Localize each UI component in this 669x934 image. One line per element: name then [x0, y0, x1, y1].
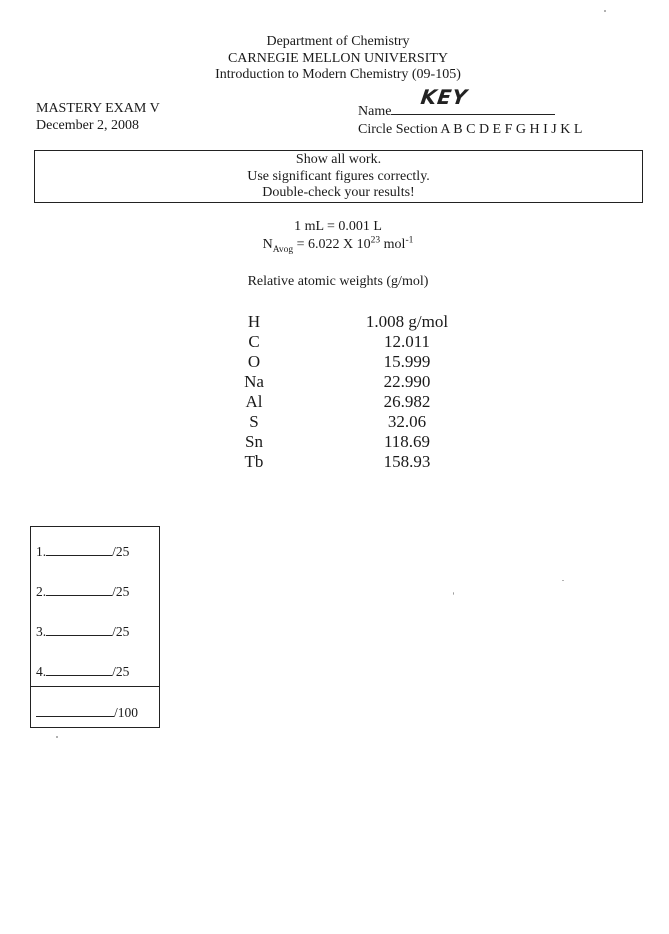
score-blank[interactable]: [46, 594, 112, 596]
atomic-weight: 118.69: [383, 432, 431, 451]
avogadro-subscript: Avog: [272, 244, 294, 255]
avogadro-value: = 6.022 X 10: [293, 237, 371, 252]
instructions-box: [34, 150, 643, 203]
atomic-weight: 32.06: [387, 412, 427, 431]
table-row: [230, 312, 536, 332]
scan-speck: [604, 10, 606, 12]
question-max: /25: [112, 624, 130, 639]
scan-speck: [453, 592, 454, 595]
atomic-weight: 158.93: [383, 452, 431, 471]
constants-block: [0, 218, 669, 254]
total-row: [36, 705, 138, 721]
element-symbol: O: [247, 352, 261, 371]
score-row: [36, 584, 129, 600]
score-row: [36, 624, 129, 640]
atomic-weight: 15.999: [383, 352, 431, 371]
table-row: [230, 332, 536, 352]
exam-info: [36, 100, 160, 134]
weights-title: Relative atomic weights (g/mol): [247, 274, 429, 289]
student-info: [358, 85, 583, 139]
element-symbol: S: [249, 412, 259, 431]
table-row: [230, 432, 536, 452]
avogadro-constant: [0, 236, 669, 254]
atomic-weight: 22.990: [383, 372, 431, 391]
table-row: [230, 452, 536, 472]
element-symbol: Al: [245, 392, 263, 411]
question-max: /25: [112, 664, 130, 679]
table-row: [230, 392, 536, 412]
exam-title: MASTERY EXAM V: [36, 101, 160, 116]
scan-speck: [56, 736, 58, 738]
instruction-line: Show all work.: [295, 152, 382, 167]
element-symbol: C: [248, 332, 260, 351]
instruction-line: Double-check your results!: [262, 185, 415, 200]
element-symbol: H: [247, 312, 261, 331]
element-symbol: Na: [244, 372, 264, 391]
avogadro-exponent: 23: [370, 235, 381, 246]
avogadro-symbol: N: [262, 237, 273, 252]
table-row: [230, 372, 536, 392]
atomic-weight: 26.982: [383, 392, 431, 411]
score-blank[interactable]: [46, 634, 112, 636]
section-selector[interactable]: Circle Section A B C D E F G H I J K L: [358, 122, 583, 137]
name-field[interactable]: [391, 85, 555, 115]
question-number: 4.: [36, 664, 47, 679]
table-row: [230, 352, 536, 372]
department-title: Department of Chemistry: [266, 34, 410, 49]
question-number: 2.: [36, 584, 47, 599]
element-symbol: Sn: [245, 432, 263, 451]
element-symbol: Tb: [244, 452, 264, 471]
score-row: [36, 664, 129, 680]
name-label: Name: [358, 104, 392, 119]
avogadro-unit-exponent: -1: [405, 235, 414, 246]
avogadro-unit: mol: [380, 237, 406, 252]
table-row: [230, 412, 536, 432]
atomic-weight: 12.011: [383, 332, 431, 351]
question-max: /25: [112, 584, 130, 599]
question-number: 1.: [36, 544, 47, 559]
total-max: /100: [114, 705, 139, 720]
ml-conversion: 1 mL = 0.001 L: [294, 219, 382, 234]
scan-speck: [562, 580, 564, 581]
question-number: 3.: [36, 624, 47, 639]
atomic-weight: 1.008 g/mol: [365, 312, 449, 331]
instruction-line: Use significant figures correctly.: [247, 168, 430, 184]
score-blank[interactable]: [46, 674, 112, 676]
question-max: /25: [112, 544, 130, 559]
total-divider: [31, 686, 159, 687]
atomic-weights-table: [230, 312, 536, 472]
name-row: [358, 85, 582, 121]
university-title: CARNEGIE MELLON UNIVERSITY: [227, 50, 449, 66]
score-box: [30, 526, 160, 728]
score-blank[interactable]: [46, 554, 112, 556]
course-title: Introduction to Modern Chemistry (09-105): [215, 67, 461, 82]
total-blank[interactable]: [36, 715, 114, 717]
score-row: [36, 544, 129, 560]
name-signature: KEY: [419, 85, 470, 109]
page-header: [0, 34, 669, 84]
exam-date: December 2, 2008: [36, 118, 140, 133]
